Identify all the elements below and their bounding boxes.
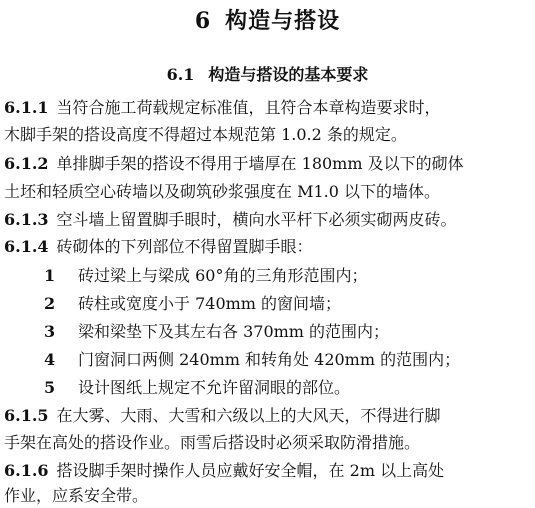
clause-text: 土坯和轻质空心砖墙以及砌筑砂浆强度在 M1.0 以下的墙体。 bbox=[4, 182, 441, 201]
list-item-text: 砖过梁上与梁成 60°角的三角形范围内； bbox=[78, 266, 368, 285]
clause-number: 6.1.2 bbox=[4, 154, 49, 173]
chapter-number: 6 bbox=[194, 8, 212, 34]
clause-number: 6.1.3 bbox=[4, 210, 49, 229]
clause-text: 手架在高处的搭设作业。雨雪后搭设时必须采取防滑措施。 bbox=[4, 433, 421, 452]
list-item-text: 梁和梁垫下及其左右各 370mm 的范围内； bbox=[78, 322, 390, 341]
clause-line bbox=[4, 182, 531, 202]
clause-line bbox=[4, 98, 531, 118]
list-item bbox=[44, 378, 350, 398]
list-item-number: 3 bbox=[44, 322, 56, 341]
section-heading bbox=[0, 62, 535, 85]
list-item-text: 设计图纸上规定不允许留洞眼的部位。 bbox=[78, 378, 351, 397]
list-item bbox=[44, 294, 341, 314]
clause-text: 空斗墙上留置脚手眼时，横向水平杆下必须实砌两皮砖。 bbox=[56, 210, 457, 229]
list-item-text: 门窗洞口两侧 240mm 和转角处 420mm 的范围内； bbox=[78, 350, 461, 369]
clause-number: 6.1.5 bbox=[4, 406, 49, 425]
chapter-title: 构造与搭设 bbox=[225, 8, 341, 34]
list-item-number: 2 bbox=[44, 294, 56, 313]
clause-line bbox=[4, 210, 531, 230]
list-item bbox=[44, 350, 460, 370]
list-item-text: 砖柱或宽度小于 740mm 的窗间墙； bbox=[78, 294, 342, 313]
clause-line bbox=[4, 406, 531, 426]
list-item-number: 1 bbox=[44, 266, 56, 285]
section-title: 构造与搭设的基本要求 bbox=[208, 65, 369, 84]
clause-line bbox=[4, 433, 531, 453]
clause-number: 6.1.4 bbox=[4, 237, 49, 256]
list-item-number: 5 bbox=[44, 378, 56, 397]
clause-line bbox=[4, 237, 531, 257]
list-item bbox=[44, 322, 389, 342]
clause-text: 在大雾、大雨、大雪和六级以上的大风天，不得进行脚 bbox=[56, 406, 441, 425]
clause-text: 作业，应系安全带。 bbox=[4, 486, 149, 505]
clause-text: 当符合施工荷载规定标准值，且符合本章构造要求时， bbox=[56, 98, 441, 117]
clause-number: 6.1.1 bbox=[4, 98, 49, 117]
clause-text: 木脚手架的搭设高度不得超过本规范第 1.0.2 条的规定。 bbox=[4, 125, 407, 144]
section-number: 6.1 bbox=[166, 65, 195, 84]
chapter-heading bbox=[0, 4, 535, 35]
clause-line bbox=[4, 125, 531, 145]
clause-line bbox=[4, 486, 531, 506]
clause-text: 砖砌体的下列部位不得留置脚手眼： bbox=[56, 237, 313, 256]
clause-line bbox=[4, 461, 531, 481]
list-item-number: 4 bbox=[44, 350, 56, 369]
clause-line bbox=[4, 154, 531, 174]
clause-text: 搭设脚手架时操作人员应戴好安全帽，在 2m 以上高处 bbox=[56, 461, 445, 480]
list-item bbox=[44, 266, 367, 286]
clause-text: 单排脚手架的搭设不得用于墙厚在 180mm 及以下的砌体 bbox=[56, 154, 464, 173]
clause-number: 6.1.6 bbox=[4, 461, 49, 480]
